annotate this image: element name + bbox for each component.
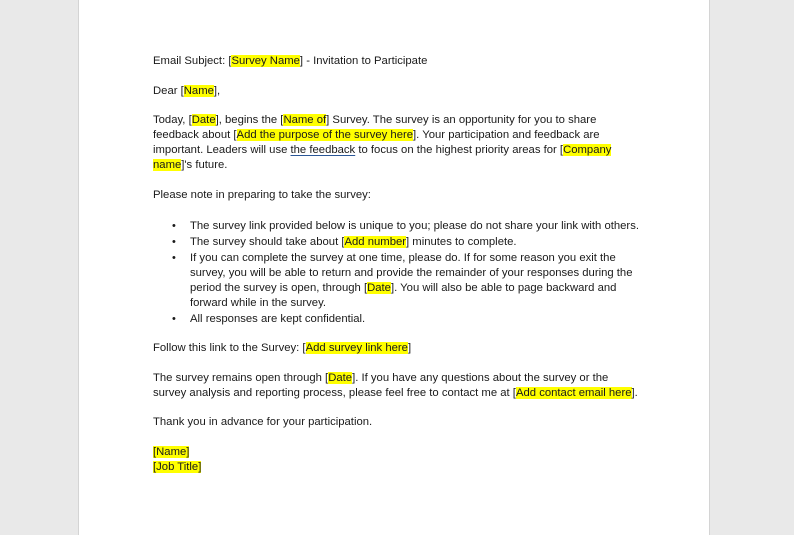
link-prefix: Follow this link to the Survey: [ <box>153 342 306 354</box>
survey-link-line <box>153 341 643 356</box>
closing-text-1: The survey remains open through [ <box>153 371 329 384</box>
closing-date-placeholder: Date <box>328 371 353 384</box>
bullet-date-placeholder: Date <box>367 281 391 294</box>
bullet-text: The survey link provided below is unique to you; please do not share your link with others. <box>190 219 639 232</box>
closing-text-2: ]. If you have any questions about the survey or the survey analysis and reporting process, please feel free to contact me at [ <box>153 371 609 399</box>
closing-text-3: ]. <box>631 386 638 399</box>
email-body[interactable] <box>153 54 643 475</box>
notes-intro: Please note in preparing to take the survey: <box>153 188 371 201</box>
minutes-placeholder: Add number <box>344 235 407 248</box>
closing-paragraph <box>153 371 643 401</box>
intro-paragraph <box>153 113 643 173</box>
bullet-text: ] minutes to complete. <box>406 235 517 248</box>
subject-suffix: ] - Invitation to Participate <box>299 55 428 67</box>
intro-purpose-placeholder: Add the purpose of the survey here <box>236 129 414 141</box>
subject-placeholder: Survey Name <box>231 55 300 67</box>
signature-name-placeholder: [Name] <box>153 445 190 458</box>
bullet-marker: • <box>172 219 176 232</box>
contact-email-placeholder: Add contact email here <box>515 386 632 399</box>
thanks-line: Thank you in advance for your participation. <box>153 416 373 428</box>
intro-text-3: ] Survey. The survey is an opportunity for you to share feedback about [ <box>153 114 597 141</box>
bullet-item <box>172 312 643 327</box>
bullet-text: The survey should take about [ <box>190 235 345 248</box>
document-page[interactable] <box>78 0 710 535</box>
bullet-item <box>172 219 643 234</box>
bullet-text: All responses are kept confidential. <box>190 312 366 325</box>
bullet-text: If you can complete the survey at one time, please do. If for some reason you exit the survey, you will be able to return and provide the remainder of your responses during the period the survey is open, through [ <box>190 251 633 294</box>
email-subject-line <box>153 54 643 69</box>
greeting-prefix: Dear [ <box>153 84 184 97</box>
intro-company-placeholder: Company name <box>153 144 612 171</box>
bullet-marker: • <box>172 235 176 248</box>
notes-bullet-list <box>153 219 643 327</box>
intro-text-1: Today, [ <box>153 114 192 126</box>
intro-text-2: ], begins the [ <box>215 114 284 126</box>
intro-text-5: to focus on the highest priority areas for [ <box>355 144 564 156</box>
bullet-item <box>172 235 643 250</box>
bullet-text: ]. You will also be able to page backward and forward while in the survey. <box>190 281 617 309</box>
subject-prefix: Email Subject: [ <box>153 55 232 67</box>
greeting-line <box>153 84 643 99</box>
signature-title-placeholder: [Job Title] <box>153 460 202 473</box>
feedback-underlined-text[interactable]: the feedback <box>290 144 356 156</box>
intro-date-placeholder: Date <box>191 114 216 126</box>
greeting-placeholder: Name <box>183 84 214 97</box>
survey-link-placeholder: Add survey link here <box>305 342 408 354</box>
bullet-marker: • <box>172 251 176 264</box>
bullet-item <box>172 251 643 311</box>
greeting-suffix: ], <box>213 84 221 97</box>
bullet-marker: • <box>172 312 176 325</box>
signature-block <box>153 445 643 475</box>
intro-text-4: ]. Your participation and feedback are important. Leaders will use <box>153 129 600 156</box>
link-suffix: ] <box>407 342 412 354</box>
intro-text-6: ]'s future. <box>181 159 228 171</box>
intro-name-of-placeholder: Name of <box>283 114 327 126</box>
